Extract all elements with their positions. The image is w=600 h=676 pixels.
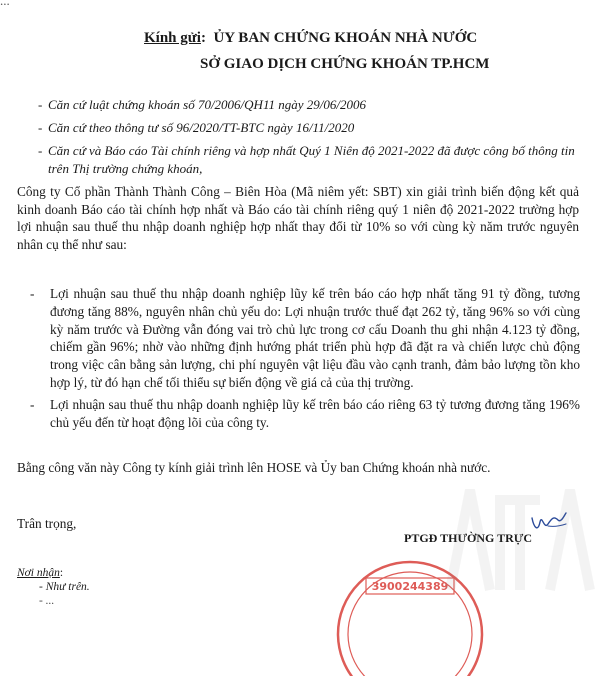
explanation-text: Lợi nhuận sau thuế thu nhập doanh nghiệp lũy kế trên báo cáo riêng 63 tỷ tương đương tăng 196% chủ yếu đến từ hoạt động lõi của công ty.	[50, 396, 580, 430]
regards-text: Trân trọng,	[17, 516, 77, 531]
recipient-item: - ...	[39, 595, 55, 607]
legal-bases-list	[38, 96, 578, 183]
explanation-dash: -	[30, 396, 35, 412]
addressee-name-1: ỦY BAN CHỨNG KHOÁN NHÀ NƯỚC	[213, 30, 478, 46]
legal-basis-item	[38, 142, 578, 178]
basis-dash: -	[38, 120, 43, 135]
addressee-colon: :	[200, 30, 206, 46]
seal-number: 3900244389	[371, 580, 449, 593]
basis-dash: -	[38, 97, 43, 112]
closing-sentence: Bằng công văn này Công ty kính giải trình lên HOSE và Ủy ban Chứng khoán nhà nước.	[17, 460, 491, 475]
basis-text: Căn cứ luật chứng khoán số 70/2006/QH11 ngày 29/06/2006	[48, 97, 366, 112]
addressee-line-1	[144, 30, 477, 47]
addressee-label: Kính gửi	[144, 30, 201, 46]
explanation-item	[20, 285, 580, 392]
recipients-colon: :	[59, 567, 64, 579]
basis-dash: -	[38, 143, 43, 158]
recipient-item: - Như trên.	[39, 581, 90, 593]
legal-basis-item	[38, 96, 578, 114]
explanation-dash: -	[30, 286, 35, 301]
recipients-block	[17, 566, 90, 608]
basis-text: Căn cứ và Báo cáo Tài chính riêng và hợp nhất Quý 1 Niên độ 2021-2022 đã được công bố thông tin trên Thị trường chứng khoán,	[48, 143, 575, 176]
intro-paragraph: Công ty Cổ phần Thành Thành Công – Biên Hòa (Mã niêm yết: SBT) xin giải trình biến động kết quả kinh doanh Báo cáo tài chính hợp nhất và Báo cáo tài chính riêng quý 1 niên độ 2021-2022 trường hợp lợi nhuận sau thuế thu nhập doanh nghiệp hợp nhất thay đổi từ 10% so với cùng kỳ năm trước nguyên nhân cụ thể như sau:	[17, 184, 579, 252]
header-cut-text: ...	[0, 0, 10, 8]
addressee-name-2: SỞ GIAO DỊCH CHỨNG KHOÁN TP.HCM	[200, 56, 490, 72]
explanation-item	[20, 396, 580, 432]
watermark-graphic	[430, 470, 600, 600]
explanation-list	[20, 285, 580, 435]
recipients-label: Nơi nhận	[17, 567, 60, 579]
basis-text: Căn cứ theo thông tư số 96/2020/TT-BTC ngày 16/11/2020	[48, 120, 355, 135]
legal-basis-item	[38, 119, 578, 137]
signer-title: PTGĐ THƯỜNG TRỰC	[404, 531, 533, 545]
explanation-text: Lợi nhuận sau thuế thu nhập doanh nghiệp lũy kế trên báo cáo hợp nhất tăng 91 tỷ đồng, tương đương tăng 88%, nguyên nhân chủ yếu do: Lợi nhuận trước thuế đạt 262 tỷ, tăng 96% so với cùng kỳ năm trước và Đường vẫn đóng vai trò chủ lực trong cơ cấu Doanh thu ghi nhận 4.123 tỷ đồng, chiếm gần 96%; nhờ vào những định hướng phát triển phù hợp đã đặt ra và chiến lược chủ động trong việc cân bằng sản lượng, chi phí nguyên vật liệu đầu vào cạnh tranh, đảm bảo lượng tồn kho hợp lý, từ đó hạn chế tối thiểu sự biến động về giá cả của thị trường.	[50, 286, 580, 390]
watermark-shape	[450, 490, 590, 590]
